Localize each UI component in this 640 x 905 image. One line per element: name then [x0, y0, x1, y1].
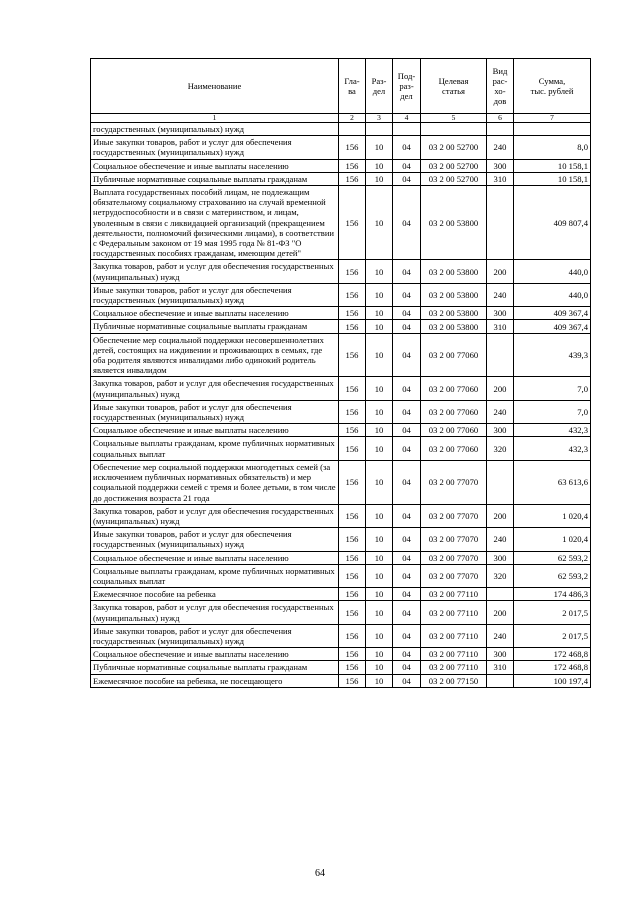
table-row [91, 307, 591, 320]
table-row [91, 320, 591, 333]
column-number: 1 [91, 114, 339, 123]
row-name: Обеспечение мер социальной поддержки несовершеннолетних детей, состоящих на иждивении и проживающих в семьях, где оба родителя являются инвалидами либо одинокий родитель является инвалидом [91, 333, 339, 377]
row-name: Социальные выплаты гражданам, кроме публичных нормативных социальных выплат [91, 564, 339, 587]
row-target: 03 2 00 52700 [421, 172, 487, 185]
row-chapter: 156 [339, 172, 366, 185]
row-chapter: 156 [339, 186, 366, 260]
row-expense-type: 200 [487, 260, 514, 283]
row-section: 10 [366, 601, 393, 624]
row-section: 10 [366, 283, 393, 306]
row-section: 10 [366, 624, 393, 647]
row-amount: 2 017,5 [514, 601, 591, 624]
table-row [91, 260, 591, 283]
row-expense-type: 200 [487, 377, 514, 400]
row-target: 03 2 00 77060 [421, 377, 487, 400]
row-amount: 1 020,4 [514, 504, 591, 527]
row-amount: 7,0 [514, 400, 591, 423]
table-row [91, 661, 591, 674]
row-target: 03 2 00 53800 [421, 307, 487, 320]
row-subsection: 04 [393, 528, 421, 551]
row-section: 10 [366, 400, 393, 423]
row-expense-type: 310 [487, 172, 514, 185]
row-section: 10 [366, 136, 393, 159]
row-name: Ежемесячное пособие на ребенка, не посещающего [91, 674, 339, 687]
row-expense-type: 320 [487, 437, 514, 460]
column-number: 4 [393, 114, 421, 123]
row-subsection: 04 [393, 588, 421, 601]
row-name: Социальное обеспечение и иные выплаты населению [91, 307, 339, 320]
budget-sheet [90, 58, 590, 688]
row-expense-type [487, 333, 514, 377]
row-chapter: 156 [339, 136, 366, 159]
row-chapter [339, 123, 366, 136]
row-expense-type [487, 123, 514, 136]
row-name: Обеспечение мер социальной поддержки многодетных семей (за исключением публичных нормативных обязательств) и мер социальной поддержки семей с тремя и более детьми, в том числе до достижения возраста 21 года [91, 460, 339, 504]
row-section: 10 [366, 159, 393, 172]
row-target: 03 2 00 53800 [421, 320, 487, 333]
row-section: 10 [366, 172, 393, 185]
row-subsection: 04 [393, 333, 421, 377]
table-row [91, 424, 591, 437]
row-name: Закупка товаров, работ и услуг для обеспечения государственных (муниципальных) нужд [91, 601, 339, 624]
row-amount: 63 613,6 [514, 460, 591, 504]
row-subsection: 04 [393, 624, 421, 647]
row-chapter: 156 [339, 424, 366, 437]
row-amount: 62 593,2 [514, 564, 591, 587]
table-row [91, 648, 591, 661]
row-expense-type: 240 [487, 400, 514, 423]
row-target: 03 2 00 52700 [421, 159, 487, 172]
row-amount: 174 486,3 [514, 588, 591, 601]
table-body [91, 123, 591, 688]
row-chapter: 156 [339, 564, 366, 587]
table-row [91, 528, 591, 551]
row-subsection: 04 [393, 424, 421, 437]
row-expense-type [487, 674, 514, 687]
row-expense-type: 300 [487, 159, 514, 172]
row-amount: 432,3 [514, 424, 591, 437]
column-number: 7 [514, 114, 591, 123]
row-name: Публичные нормативные социальные выплаты гражданам [91, 172, 339, 185]
row-amount: 172 468,8 [514, 661, 591, 674]
table-row [91, 186, 591, 260]
row-amount: 7,0 [514, 377, 591, 400]
row-amount: 409 807,4 [514, 186, 591, 260]
row-subsection: 04 [393, 377, 421, 400]
row-subsection: 04 [393, 400, 421, 423]
row-chapter: 156 [339, 648, 366, 661]
row-expense-type: 240 [487, 283, 514, 306]
row-section [366, 123, 393, 136]
row-expense-type: 200 [487, 504, 514, 527]
row-amount: 62 593,2 [514, 551, 591, 564]
table-row [91, 601, 591, 624]
row-target: 03 2 00 53800 [421, 260, 487, 283]
row-expense-type: 320 [487, 564, 514, 587]
table-row [91, 564, 591, 587]
row-section: 10 [366, 260, 393, 283]
row-subsection: 04 [393, 551, 421, 564]
row-subsection: 04 [393, 504, 421, 527]
row-section: 10 [366, 186, 393, 260]
row-subsection: 04 [393, 260, 421, 283]
table-row [91, 377, 591, 400]
row-amount [514, 123, 591, 136]
table-row [91, 551, 591, 564]
row-amount: 100 197,4 [514, 674, 591, 687]
row-expense-type: 240 [487, 624, 514, 647]
row-target: 03 2 00 77060 [421, 333, 487, 377]
row-subsection: 04 [393, 564, 421, 587]
budget-table [90, 58, 591, 688]
row-name: государственных (муниципальных) нужд [91, 123, 339, 136]
row-expense-type: 310 [487, 320, 514, 333]
row-target: 03 2 00 77070 [421, 564, 487, 587]
row-chapter: 156 [339, 661, 366, 674]
header-amount: Сумма, тыс. рублей [514, 59, 591, 114]
table-row [91, 283, 591, 306]
header-target: Целевая статья [421, 59, 487, 114]
header-chapter: Гла- ва [339, 59, 366, 114]
table-row [91, 172, 591, 185]
row-target: 03 2 00 77070 [421, 460, 487, 504]
row-chapter: 156 [339, 437, 366, 460]
row-subsection: 04 [393, 172, 421, 185]
column-number: 2 [339, 114, 366, 123]
row-subsection: 04 [393, 601, 421, 624]
table-row [91, 400, 591, 423]
row-expense-type: 310 [487, 661, 514, 674]
row-expense-type: 300 [487, 424, 514, 437]
table-row [91, 123, 591, 136]
row-subsection: 04 [393, 661, 421, 674]
row-name: Закупка товаров, работ и услуг для обеспечения государственных (муниципальных) нужд [91, 260, 339, 283]
row-subsection: 04 [393, 648, 421, 661]
row-subsection: 04 [393, 307, 421, 320]
row-section: 10 [366, 648, 393, 661]
row-name: Социальное обеспечение и иные выплаты населению [91, 159, 339, 172]
row-section: 10 [366, 674, 393, 687]
row-name: Иные закупки товаров, работ и услуг для обеспечения государственных (муниципальных) нужд [91, 528, 339, 551]
table-row [91, 333, 591, 377]
row-expense-type: 300 [487, 307, 514, 320]
row-section: 10 [366, 424, 393, 437]
row-subsection: 04 [393, 186, 421, 260]
column-number-row [91, 114, 591, 123]
row-chapter: 156 [339, 601, 366, 624]
row-section: 10 [366, 320, 393, 333]
row-amount: 432,3 [514, 437, 591, 460]
table-row [91, 624, 591, 647]
row-name: Выплата государственных пособий лицам, не подлежащим обязательному социальному страхованию на случай временной нетрудоспособности и в связи с материнством, и лицам, уволенным в связи с ликвидацией организаций (прекращением деятельности, полномочий физическими лицами), в соответствии с Федеральным законом от 19 мая 1995 года № 81-ФЗ "О государственных пособиях гражданам, имеющим детей" [91, 186, 339, 260]
row-target: 03 2 00 77150 [421, 674, 487, 687]
column-number: 5 [421, 114, 487, 123]
row-target: 03 2 00 52700 [421, 136, 487, 159]
row-amount: 440,0 [514, 260, 591, 283]
row-section: 10 [366, 504, 393, 527]
header-row [91, 59, 591, 114]
header-name: Наименование [91, 59, 339, 114]
row-target: 03 2 00 77110 [421, 648, 487, 661]
column-number: 6 [487, 114, 514, 123]
row-name: Иные закупки товаров, работ и услуг для обеспечения государственных (муниципальных) нужд [91, 283, 339, 306]
row-chapter: 156 [339, 283, 366, 306]
row-subsection: 04 [393, 320, 421, 333]
row-name: Закупка товаров, работ и услуг для обеспечения государственных (муниципальных) нужд [91, 504, 339, 527]
row-amount: 2 017,5 [514, 624, 591, 647]
row-expense-type [487, 460, 514, 504]
row-expense-type: 300 [487, 551, 514, 564]
row-amount: 409 367,4 [514, 320, 591, 333]
row-subsection: 04 [393, 159, 421, 172]
row-target: 03 2 00 53800 [421, 186, 487, 260]
row-name: Закупка товаров, работ и услуг для обеспечения государственных (муниципальных) нужд [91, 377, 339, 400]
row-section: 10 [366, 333, 393, 377]
row-chapter: 156 [339, 551, 366, 564]
row-target [421, 123, 487, 136]
row-target: 03 2 00 77070 [421, 504, 487, 527]
row-expense-type [487, 186, 514, 260]
row-subsection: 04 [393, 283, 421, 306]
row-target: 03 2 00 77070 [421, 528, 487, 551]
row-chapter: 156 [339, 460, 366, 504]
column-number: 3 [366, 114, 393, 123]
row-amount: 1 020,4 [514, 528, 591, 551]
row-amount: 10 158,1 [514, 159, 591, 172]
row-amount: 440,0 [514, 283, 591, 306]
row-chapter: 156 [339, 674, 366, 687]
table-row [91, 460, 591, 504]
row-target: 03 2 00 77110 [421, 661, 487, 674]
row-chapter: 156 [339, 320, 366, 333]
row-name: Ежемесячное пособие на ребенка [91, 588, 339, 601]
row-amount: 439,3 [514, 333, 591, 377]
table-row [91, 437, 591, 460]
header-subsection: Под- раз- дел [393, 59, 421, 114]
row-subsection: 04 [393, 674, 421, 687]
row-target: 03 2 00 77110 [421, 601, 487, 624]
row-section: 10 [366, 661, 393, 674]
row-chapter: 156 [339, 504, 366, 527]
row-chapter: 156 [339, 400, 366, 423]
row-expense-type [487, 588, 514, 601]
table-row [91, 588, 591, 601]
row-name: Публичные нормативные социальные выплаты гражданам [91, 320, 339, 333]
row-amount: 409 367,4 [514, 307, 591, 320]
row-section: 10 [366, 528, 393, 551]
row-target: 03 2 00 77070 [421, 551, 487, 564]
row-name: Иные закупки товаров, работ и услуг для обеспечения государственных (муниципальных) нужд [91, 624, 339, 647]
row-target: 03 2 00 77110 [421, 588, 487, 601]
row-target: 03 2 00 77060 [421, 437, 487, 460]
row-section: 10 [366, 564, 393, 587]
row-target: 03 2 00 53800 [421, 283, 487, 306]
row-chapter: 156 [339, 624, 366, 647]
row-chapter: 156 [339, 528, 366, 551]
row-name: Социальное обеспечение и иные выплаты населению [91, 648, 339, 661]
table-row [91, 674, 591, 687]
row-chapter: 156 [339, 333, 366, 377]
row-amount: 172 468,8 [514, 648, 591, 661]
row-chapter: 156 [339, 260, 366, 283]
row-section: 10 [366, 377, 393, 400]
row-section: 10 [366, 588, 393, 601]
row-subsection [393, 123, 421, 136]
row-expense-type: 240 [487, 136, 514, 159]
row-chapter: 156 [339, 377, 366, 400]
row-section: 10 [366, 307, 393, 320]
table-row [91, 159, 591, 172]
row-name: Социальные выплаты гражданам, кроме публичных нормативных социальных выплат [91, 437, 339, 460]
row-amount: 8,0 [514, 136, 591, 159]
row-expense-type: 200 [487, 601, 514, 624]
row-target: 03 2 00 77110 [421, 624, 487, 647]
row-name: Иные закупки товаров, работ и услуг для обеспечения государственных (муниципальных) нужд [91, 136, 339, 159]
row-chapter: 156 [339, 307, 366, 320]
row-expense-type: 300 [487, 648, 514, 661]
row-section: 10 [366, 437, 393, 460]
row-subsection: 04 [393, 136, 421, 159]
row-section: 10 [366, 551, 393, 564]
row-name: Публичные нормативные социальные выплаты гражданам [91, 661, 339, 674]
row-name: Иные закупки товаров, работ и услуг для обеспечения государственных (муниципальных) нужд [91, 400, 339, 423]
row-chapter: 156 [339, 159, 366, 172]
table-row [91, 136, 591, 159]
row-target: 03 2 00 77060 [421, 400, 487, 423]
row-name: Социальное обеспечение и иные выплаты населению [91, 424, 339, 437]
row-expense-type: 240 [487, 528, 514, 551]
row-amount: 10 158,1 [514, 172, 591, 185]
header-section: Раз- дел [366, 59, 393, 114]
row-subsection: 04 [393, 460, 421, 504]
row-name: Социальное обеспечение и иные выплаты населению [91, 551, 339, 564]
table-row [91, 504, 591, 527]
header-expense-type: Вид рас- хо- дов [487, 59, 514, 114]
row-section: 10 [366, 460, 393, 504]
row-target: 03 2 00 77060 [421, 424, 487, 437]
page-number: 64 [315, 868, 325, 879]
row-chapter: 156 [339, 588, 366, 601]
row-subsection: 04 [393, 437, 421, 460]
